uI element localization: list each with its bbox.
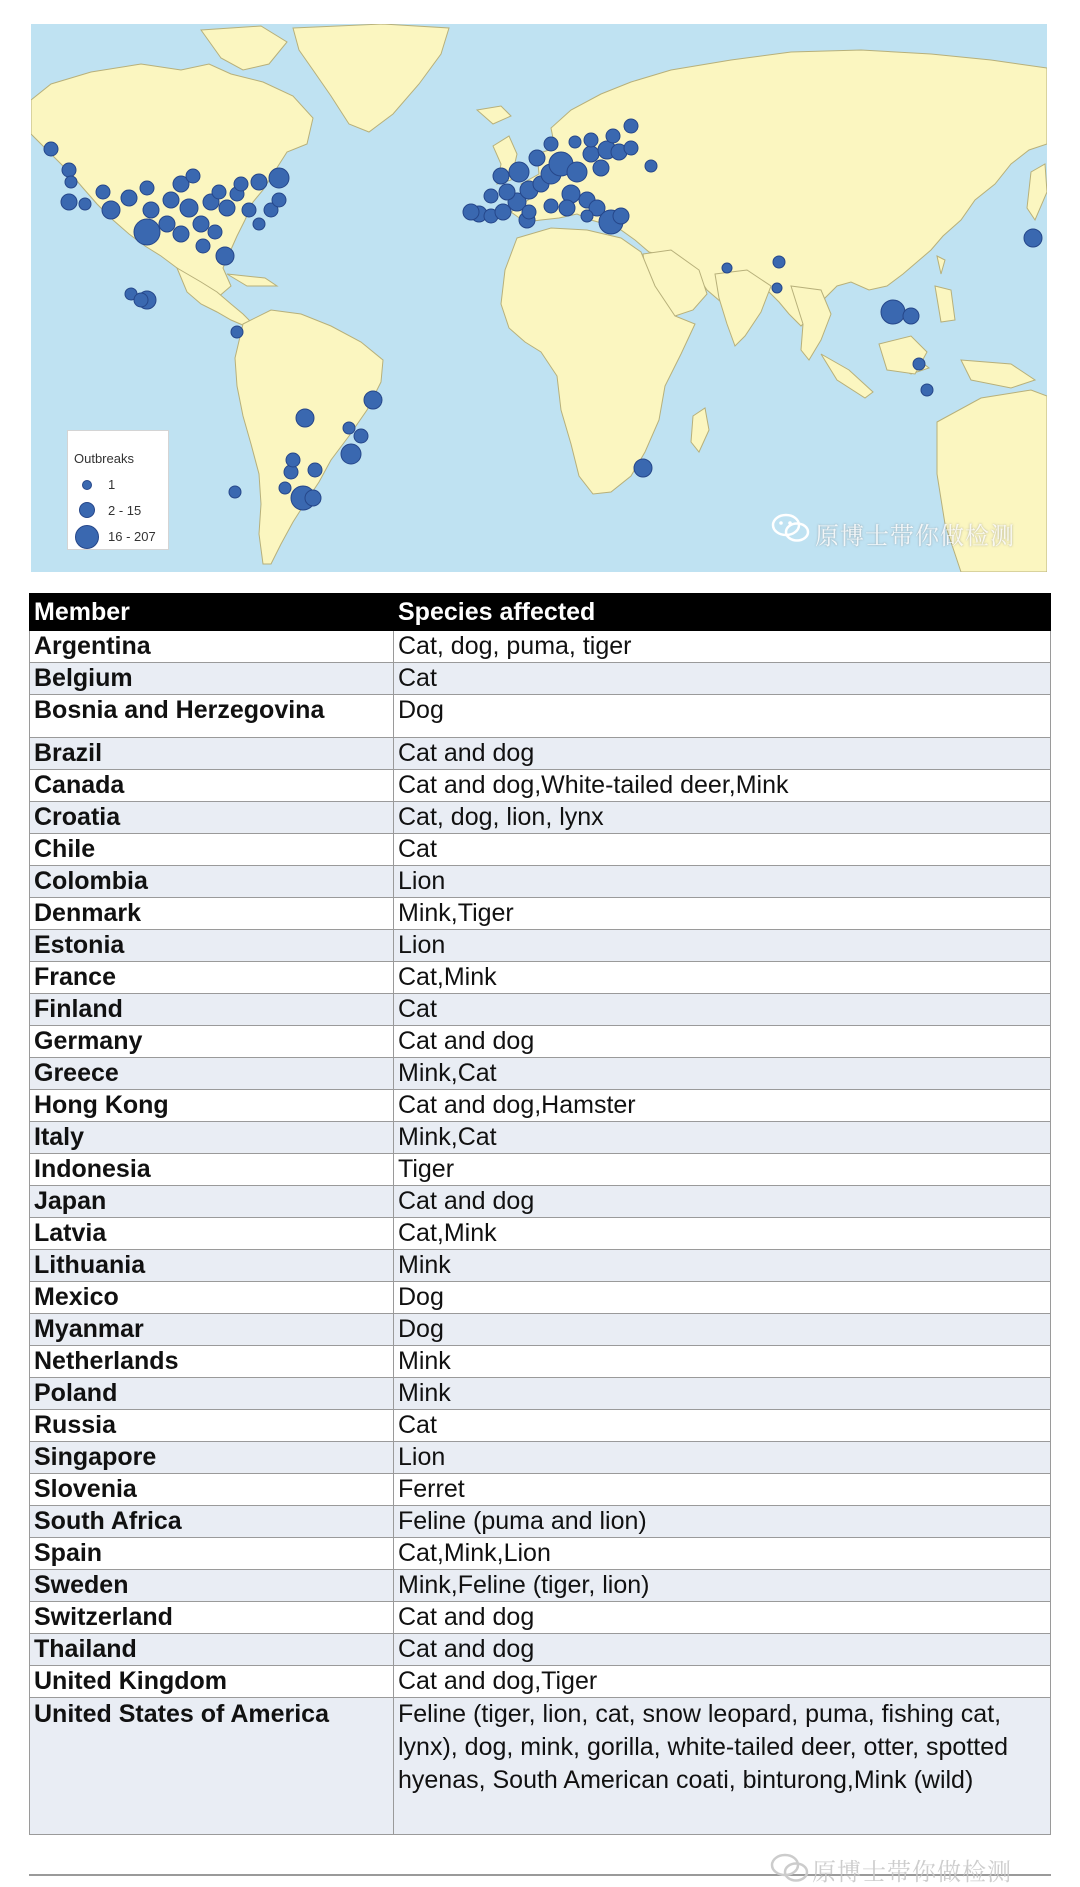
member-cell: Brazil (30, 738, 394, 770)
table-body (30, 631, 1051, 1835)
outbreak-marker (567, 162, 587, 182)
table-row (30, 738, 1051, 770)
table-row (30, 1346, 1051, 1378)
table-row (30, 695, 1051, 738)
table-row (30, 1026, 1051, 1058)
table-row (30, 1666, 1051, 1698)
outbreak-marker (559, 200, 575, 216)
watermark-text-bottom: 原博士带你做检测 (812, 1859, 1012, 1886)
outbreak-marker (193, 216, 209, 232)
member-cell: Thailand (30, 1634, 394, 1666)
legend-marker-medium (79, 502, 95, 518)
outbreak-marker (143, 202, 159, 218)
land-greenland (293, 24, 449, 132)
outbreak-marker (159, 216, 175, 232)
species-cell: Mink (394, 1346, 1051, 1378)
table-row (30, 1154, 1051, 1186)
species-cell: Mink (394, 1378, 1051, 1410)
species-cell: Feline (tiger, lion, cat, snow leopard, puma, fishing cat, lynx), dog, mink, gorilla, white-tailed deer, otter, spotted hyenas, South American coati, binturong,Mink (wild) (394, 1698, 1051, 1835)
outbreak-marker (231, 326, 243, 338)
land-sumatra (821, 354, 873, 398)
member-cell: Chile (30, 834, 394, 866)
table-row (30, 1698, 1051, 1835)
member-cell: Latvia (30, 1218, 394, 1250)
species-cell: Lion (394, 1442, 1051, 1474)
outbreak-marker (645, 160, 657, 172)
member-cell: Colombia (30, 866, 394, 898)
table-row (30, 1090, 1051, 1122)
species-cell: Lion (394, 866, 1051, 898)
species-cell: Cat, dog, puma, tiger (394, 631, 1051, 663)
table-row (30, 1634, 1051, 1666)
member-cell: Sweden (30, 1570, 394, 1602)
table-row (30, 1122, 1051, 1154)
table-row (30, 1410, 1051, 1442)
legend-marker-small (82, 480, 92, 490)
table-row (30, 1538, 1051, 1570)
legend-label-small: 1 (108, 477, 116, 492)
species-cell: Cat (394, 663, 1051, 695)
outbreak-marker (921, 384, 933, 396)
outbreak-marker (606, 129, 620, 143)
outbreak-marker (341, 444, 361, 464)
member-cell: United Kingdom (30, 1666, 394, 1698)
outbreak-marker (364, 391, 382, 409)
species-cell: Cat,Mink (394, 962, 1051, 994)
outbreak-marker (196, 239, 210, 253)
legend-item-small (68, 473, 168, 499)
header-species: Species affected (394, 594, 1051, 631)
outbreak-marker (624, 141, 638, 155)
outbreak-marker (269, 168, 289, 188)
land-caribbean (227, 274, 277, 286)
outbreak-marker (163, 192, 179, 208)
outbreak-marker (529, 150, 545, 166)
outbreak-marker (343, 422, 355, 434)
outbreak-marker (484, 189, 498, 203)
species-cell: Ferret (394, 1474, 1051, 1506)
outbreak-marker (634, 459, 652, 477)
outbreak-marker (44, 142, 58, 156)
member-cell: Spain (30, 1538, 394, 1570)
header-member: Member (30, 594, 394, 631)
table-row (30, 631, 1051, 663)
member-cell: Germany (30, 1026, 394, 1058)
table-row (30, 1282, 1051, 1314)
legend-title: Outbreaks (74, 451, 134, 466)
table-row (30, 1442, 1051, 1474)
table-row (30, 1570, 1051, 1602)
outbreak-marker (722, 263, 732, 273)
world-map (31, 24, 1047, 572)
species-cell: Mink,Tiger (394, 898, 1051, 930)
outbreak-marker (251, 174, 267, 190)
outbreak-marker (881, 300, 905, 324)
outbreak-marker (208, 225, 222, 239)
member-cell: Myanmar (30, 1314, 394, 1346)
member-cell: Mexico (30, 1282, 394, 1314)
table-row (30, 1602, 1051, 1634)
species-cell: Cat and dog (394, 1602, 1051, 1634)
land-philippines (935, 286, 955, 322)
table-row (30, 802, 1051, 834)
land-india (715, 270, 771, 346)
outbreak-marker (180, 199, 198, 217)
member-cell: Indonesia (30, 1154, 394, 1186)
legend-item-medium (68, 497, 168, 523)
table-row (30, 663, 1051, 695)
table-row (30, 770, 1051, 802)
outbreak-marker (229, 486, 241, 498)
species-cell: Mink (394, 1250, 1051, 1282)
outbreak-marker (79, 198, 91, 210)
outbreak-marker (493, 168, 509, 184)
member-cell: Singapore (30, 1442, 394, 1474)
member-cell: Belgium (30, 663, 394, 695)
species-cell: Mink,Cat (394, 1058, 1051, 1090)
table-row (30, 1218, 1051, 1250)
member-cell: Japan (30, 1186, 394, 1218)
table-row (30, 1378, 1051, 1410)
table-header-row (30, 594, 1051, 631)
species-cell: Dog (394, 1314, 1051, 1346)
table-row (30, 1058, 1051, 1090)
species-cell: Tiger (394, 1154, 1051, 1186)
outbreak-marker (913, 358, 925, 370)
member-cell: France (30, 962, 394, 994)
species-cell: Mink,Cat (394, 1122, 1051, 1154)
member-cell: Argentina (30, 631, 394, 663)
outbreak-marker (186, 169, 200, 183)
outbreak-marker (140, 181, 154, 195)
species-cell: Cat (394, 834, 1051, 866)
species-table (29, 593, 1051, 1835)
table-row (30, 1474, 1051, 1506)
member-cell: Canada (30, 770, 394, 802)
outbreak-marker (102, 201, 120, 219)
outbreak-marker (286, 453, 300, 467)
outbreak-marker (308, 463, 322, 477)
member-cell: Italy (30, 1122, 394, 1154)
outbreak-marker (1024, 229, 1042, 247)
member-cell: Bosnia and Herzegovina (30, 695, 394, 738)
species-cell: Cat,Mink (394, 1218, 1051, 1250)
species-cell: Dog (394, 695, 1051, 738)
outbreak-marker (96, 185, 110, 199)
member-cell: Russia (30, 1410, 394, 1442)
table-row (30, 866, 1051, 898)
legend-label-large: 16 - 207 (108, 529, 156, 544)
table-row (30, 1186, 1051, 1218)
outbreak-marker (903, 308, 919, 324)
outbreak-marker (65, 176, 77, 188)
species-cell: Cat and dog (394, 1634, 1051, 1666)
land-taiwan (937, 256, 945, 274)
table-row (30, 1314, 1051, 1346)
land-arctic-islands (201, 26, 287, 70)
table-row (30, 930, 1051, 962)
table-row (30, 962, 1051, 994)
outbreak-marker (581, 210, 593, 222)
outbreak-marker (613, 208, 629, 224)
species-cell: Cat (394, 1410, 1051, 1442)
land-japan (1027, 164, 1047, 220)
species-cell: Cat, dog, lion, lynx (394, 802, 1051, 834)
outbreak-marker (463, 204, 479, 220)
outbreak-marker (544, 199, 558, 213)
table-row (30, 1250, 1051, 1282)
species-cell: Cat,Mink,Lion (394, 1538, 1051, 1570)
outbreak-marker (584, 133, 598, 147)
member-cell: Estonia (30, 930, 394, 962)
outbreak-marker (134, 293, 148, 307)
outbreak-marker (522, 205, 536, 219)
watermark-text: 原博士带你做检测 (815, 523, 1015, 550)
member-cell: Slovenia (30, 1474, 394, 1506)
member-cell: United States of America (30, 1698, 394, 1835)
wechat-icon-bottom (770, 1852, 810, 1882)
outbreak-marker (253, 218, 265, 230)
species-cell: Cat and dog,Tiger (394, 1666, 1051, 1698)
outbreak-marker (296, 409, 314, 427)
species-cell: Cat and dog (394, 738, 1051, 770)
land-iceland (477, 106, 511, 124)
table-row (30, 834, 1051, 866)
species-cell: Feline (puma and lion) (394, 1506, 1051, 1538)
outbreak-marker (234, 177, 248, 191)
wechat-icon (771, 512, 811, 544)
outbreak-marker (134, 219, 160, 245)
outbreak-marker (272, 193, 286, 207)
species-cell: Cat and dog (394, 1186, 1051, 1218)
member-cell: South Africa (30, 1506, 394, 1538)
outbreak-marker (216, 247, 234, 265)
outbreak-marker (173, 226, 189, 242)
member-cell: Croatia (30, 802, 394, 834)
outbreak-marker (509, 162, 529, 182)
outbreak-marker (212, 185, 226, 199)
outbreak-marker (62, 163, 76, 177)
legend-marker-large (75, 525, 99, 549)
outbreak-marker (305, 490, 321, 506)
species-cell: Dog (394, 1282, 1051, 1314)
land-new-guinea (961, 360, 1035, 388)
species-cell: Cat and dog (394, 1026, 1051, 1058)
outbreak-marker (772, 283, 782, 293)
species-cell: Cat (394, 994, 1051, 1026)
member-cell: Denmark (30, 898, 394, 930)
outbreak-marker (354, 429, 368, 443)
legend-item-large (68, 523, 168, 549)
species-cell: Mink,Feline (tiger, lion) (394, 1570, 1051, 1602)
outbreak-marker (279, 482, 291, 494)
land-madagascar (691, 408, 709, 452)
member-cell: Switzerland (30, 1602, 394, 1634)
outbreak-marker (569, 136, 581, 148)
outbreak-marker (773, 256, 785, 268)
outbreak-marker (544, 137, 558, 151)
outbreak-marker (499, 184, 515, 200)
table-row (30, 994, 1051, 1026)
outbreak-marker (219, 200, 235, 216)
outbreak-marker (242, 203, 256, 217)
outbreak-marker (593, 160, 609, 176)
member-cell: Finland (30, 994, 394, 1026)
member-cell: Lithuania (30, 1250, 394, 1282)
member-cell: Poland (30, 1378, 394, 1410)
member-cell: Greece (30, 1058, 394, 1090)
outbreak-marker (624, 119, 638, 133)
table-row (30, 1506, 1051, 1538)
legend-label-medium: 2 - 15 (108, 503, 142, 518)
outbreak-marker (121, 190, 137, 206)
species-cell: Lion (394, 930, 1051, 962)
species-cell: Cat and dog,White-tailed deer,Mink (394, 770, 1051, 802)
table-row (30, 898, 1051, 930)
outbreak-marker (61, 194, 77, 210)
map-legend (67, 430, 169, 550)
member-cell: Netherlands (30, 1346, 394, 1378)
world-map-svg (31, 24, 1047, 572)
member-cell: Hong Kong (30, 1090, 394, 1122)
species-cell: Cat and dog,Hamster (394, 1090, 1051, 1122)
outbreak-marker (583, 146, 599, 162)
